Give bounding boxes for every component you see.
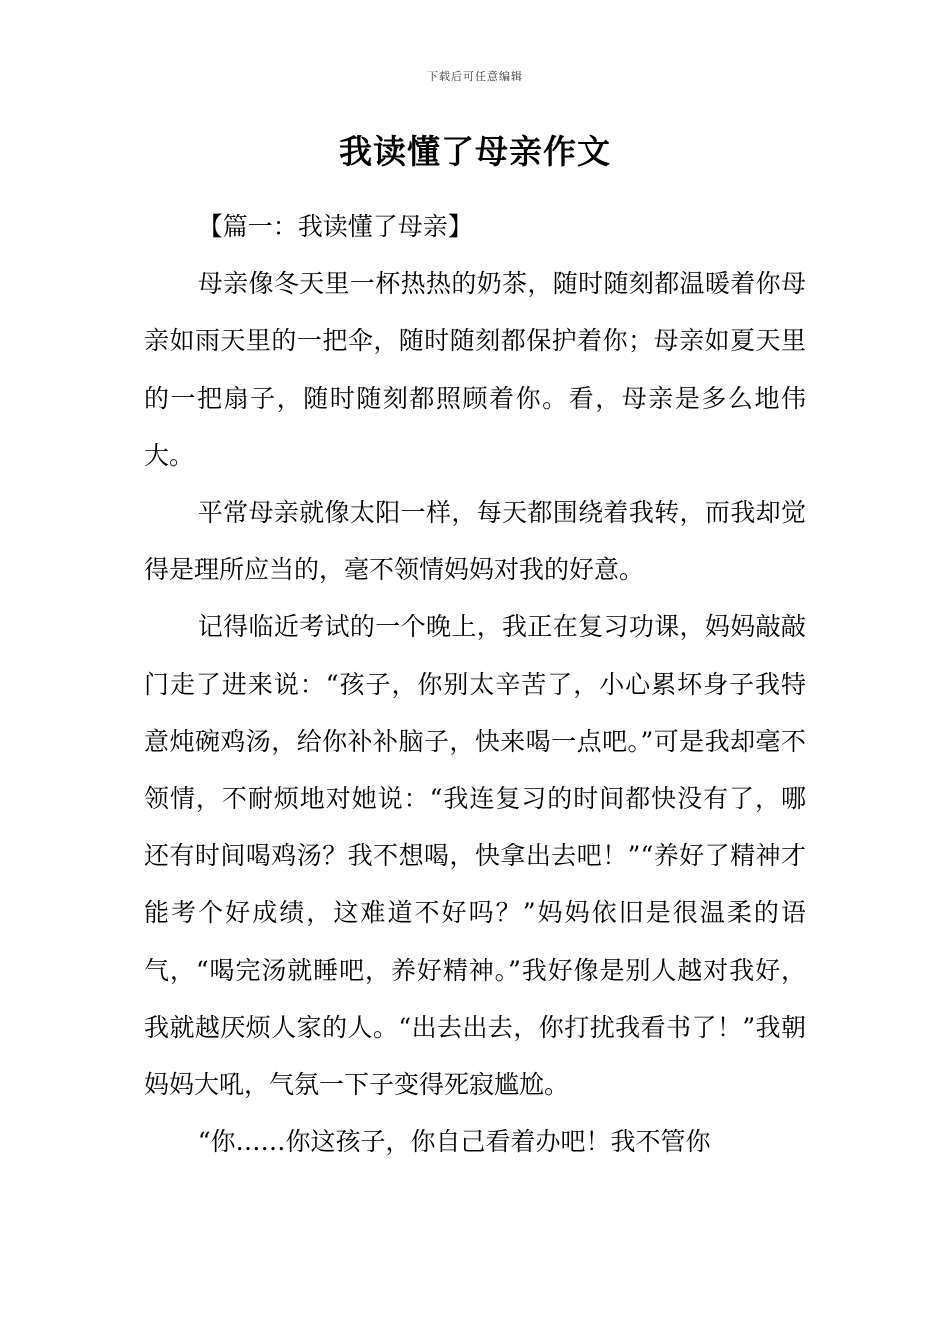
body-paragraph: “你……你这孩子，你自己看着办吧！我不管你	[197, 1127, 711, 1157]
document-body	[144, 198, 806, 1170]
body-paragraph: 记得临近考试的一个晚上，我正在复习功课，妈妈敲敲门走了进来说：“孩子，你别太辛苦了，小心累坏身子我特意炖碗鸡汤，给你补补脑子，快来喝一点吧。”可是我却毫不领情，不耐烦地对她说：“我连复习的时间都快没有了，哪还有时间喝鸡汤？我不想喝，快拿出去吧！”“养好了精神才能考个好成绩，这难道不好吗？”妈妈依旧是很温柔的语气，“喝完汤就睡吧，养好精神。”我好像是别人越对我好，我就越厌烦人家的人。“出去出去，你打扰我看书了！”我朝妈妈大吼，气氛一下子变得死寂尴尬。	[144, 612, 806, 1100]
header-note: 下载后可任意编辑	[427, 70, 523, 83]
section-heading: 【篇一：我读懂了母亲】	[197, 212, 473, 241]
document-title: 我读懂了母亲作文	[339, 132, 611, 171]
body-paragraph: 母亲像冬天里一杯热热的奶茶，随时随刻都温暖着你母亲如雨天里的一把伞，随时随刻都保护着你；母亲如夏天里的一把扇子，随时随刻都照顾着你。看，母亲是多么地伟大。	[144, 269, 806, 470]
body-paragraph: 平常母亲就像太阳一样，每天都围绕着我转，而我却觉得是理所应当的，毫不领情妈妈对我的好意。	[144, 498, 806, 585]
